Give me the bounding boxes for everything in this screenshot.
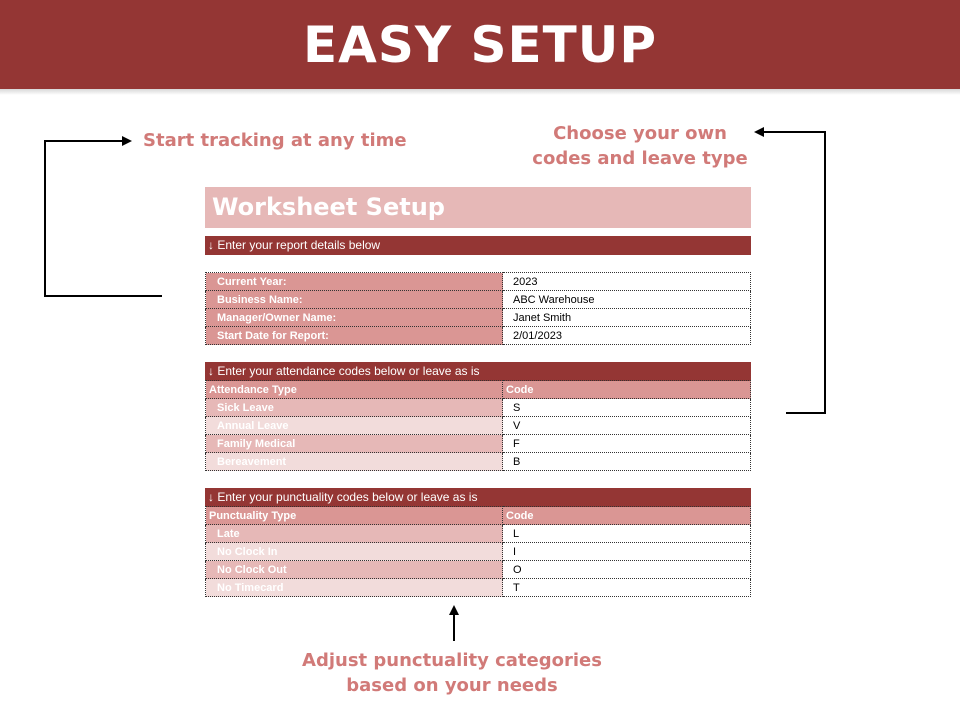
punctuality-code[interactable]: T	[503, 579, 751, 597]
report-value-current-year[interactable]: 2023	[503, 273, 751, 291]
report-value-business-name[interactable]: ABC Warehouse	[503, 291, 751, 309]
report-value-manager-name[interactable]: Janet Smith	[503, 309, 751, 327]
punctuality-code[interactable]: I	[503, 543, 751, 561]
punctuality-codes-table	[205, 506, 751, 597]
table-row	[206, 453, 751, 471]
table-header-row	[206, 381, 751, 399]
punctuality-code[interactable]: O	[503, 561, 751, 579]
report-value-start-date[interactable]: 2/01/2023	[503, 327, 751, 345]
report-label-business-name: Business Name:	[206, 291, 503, 309]
callout-adjust-line1: Adjust punctuality categories	[302, 650, 602, 671]
table-row	[206, 525, 751, 543]
report-label-manager-name: Manager/Owner Name:	[206, 309, 503, 327]
table-row	[206, 435, 751, 453]
table-row	[206, 399, 751, 417]
attendance-col-type: Attendance Type	[206, 381, 503, 399]
arrow-left-icon	[754, 127, 764, 137]
table-row	[206, 273, 751, 291]
arrow-right-icon	[122, 136, 132, 146]
punctuality-col-type: Punctuality Type	[206, 507, 503, 525]
callout-choose-codes-line1: Choose your own	[553, 123, 727, 144]
callout-adjust-line2: based on your needs	[346, 675, 558, 696]
callout-start-tracking: Start tracking at any time	[143, 130, 407, 151]
attendance-label: Annual Leave	[206, 417, 503, 435]
attendance-label: Sick Leave	[206, 399, 503, 417]
punctuality-col-code: Code	[503, 507, 751, 525]
attendance-label: Family Medical	[206, 435, 503, 453]
attendance-code[interactable]: S	[503, 399, 751, 417]
table-row	[206, 327, 751, 345]
callout-choose-codes-line2: codes and leave type	[532, 148, 748, 169]
punctuality-label: No Clock In	[206, 543, 503, 561]
punctuality-code[interactable]: L	[503, 525, 751, 543]
table-header-row	[206, 507, 751, 525]
worksheet-title: Worksheet Setup	[205, 187, 751, 228]
callout-adjust	[292, 648, 612, 698]
report-label-start-date: Start Date for Report:	[206, 327, 503, 345]
report-section-header: ↓ Enter your report details below	[205, 236, 751, 255]
table-row	[206, 561, 751, 579]
table-row	[206, 417, 751, 435]
attendance-col-code: Code	[503, 381, 751, 399]
table-row	[206, 543, 751, 561]
banner-title: EASY SETUP	[303, 15, 657, 74]
attendance-codes-table	[205, 380, 751, 471]
arrow-up-icon	[449, 605, 459, 615]
punctuality-label: No Timecard	[206, 579, 503, 597]
attendance-section-header: ↓ Enter your attendance codes below or leave as is	[205, 362, 751, 381]
punctuality-label: Late	[206, 525, 503, 543]
attendance-code[interactable]: V	[503, 417, 751, 435]
report-details-table	[205, 272, 751, 345]
punctuality-section-header: ↓ Enter your punctuality codes below or leave as is	[205, 488, 751, 507]
report-label-current-year: Current Year:	[206, 273, 503, 291]
punctuality-label: No Clock Out	[206, 561, 503, 579]
table-row	[206, 309, 751, 327]
table-row	[206, 579, 751, 597]
attendance-code[interactable]: F	[503, 435, 751, 453]
attendance-code[interactable]: B	[503, 453, 751, 471]
attendance-label: Bereavement	[206, 453, 503, 471]
banner-shadow	[0, 89, 960, 95]
banner	[0, 0, 960, 89]
table-row	[206, 291, 751, 309]
callout-choose-codes	[530, 121, 750, 171]
